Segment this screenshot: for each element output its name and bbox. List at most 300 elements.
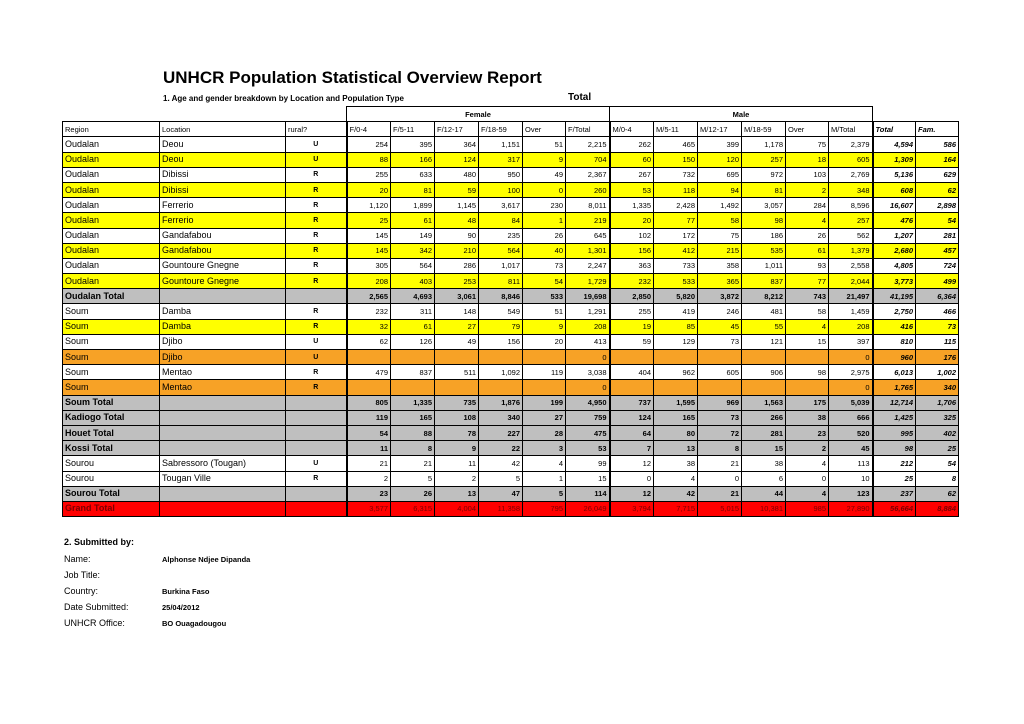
value-cell: 11 [347,441,391,456]
region-cell: Soum [63,304,160,319]
value-cell: 59 [610,334,654,349]
value-cell: 267 [610,167,654,182]
value-cell: 479 [347,365,391,380]
value-cell: 20 [610,213,654,228]
value-cell [435,380,479,395]
value-cell: 77 [654,213,698,228]
value-cell: 61 [786,243,829,258]
value-cell: 215 [698,243,742,258]
value-cell: 88 [391,425,435,440]
value-cell: 59 [435,182,479,197]
value-cell: 45 [698,319,742,334]
value-cell: 227 [479,425,523,440]
value-cell: 212 [873,456,916,471]
value-cell: 364 [435,137,479,152]
value-cell: 21 [698,456,742,471]
value-cell: 3,057 [742,198,786,213]
value-cell: 172 [654,228,698,243]
value-cell: 395 [391,137,435,152]
field-value: Alphonse Ndjee Dipanda [162,555,251,564]
table-row [63,319,959,334]
value-cell: 40 [523,243,566,258]
submitted-field [64,551,250,567]
value-cell [479,350,523,365]
value-cell: 1,899 [391,198,435,213]
value-cell: 475 [566,425,610,440]
value-cell: 4,950 [566,395,610,410]
value-cell: 1,379 [829,243,873,258]
rural-cell: R [286,258,347,273]
value-cell: 1,876 [479,395,523,410]
value-cell: 365 [698,274,742,289]
location-cell: Gountoure Gnegne [160,274,286,289]
value-cell: 1,492 [698,198,742,213]
value-cell: 416 [873,319,916,334]
value-cell: 9 [523,152,566,167]
value-cell: 3,577 [347,501,391,516]
value-cell: 81 [391,182,435,197]
value-cell: 2 [786,441,829,456]
value-cell: 811 [479,274,523,289]
value-cell: 810 [873,334,916,349]
value-cell: 99 [566,456,610,471]
submitted-field [64,583,250,599]
value-cell: 166 [391,152,435,167]
value-cell: 743 [786,289,829,304]
location-cell: Mentao [160,365,286,380]
rural-cell: R [286,365,347,380]
submitted-field [64,615,250,631]
region-cell: Kadiogo Total [63,410,160,425]
value-cell: 348 [829,182,873,197]
value-cell: 103 [786,167,829,182]
value-cell: 317 [479,152,523,167]
value-cell: 3 [523,441,566,456]
value-cell: 255 [610,304,654,319]
value-cell: 61 [391,319,435,334]
value-cell: 126 [391,334,435,349]
value-cell [786,350,829,365]
region-cell: Soum [63,365,160,380]
column-header-f-5-11: F/5-11 [391,122,435,137]
value-cell: 54 [916,456,959,471]
location-cell: Damba [160,304,286,319]
field-value: BO Ouagadougou [162,619,227,628]
value-cell [654,380,698,395]
value-cell: 232 [610,274,654,289]
rural-cell: U [286,456,347,471]
value-cell: 1,207 [873,228,916,243]
value-cell: 4 [523,456,566,471]
value-cell: 419 [654,304,698,319]
value-cell: 666 [829,410,873,425]
value-cell: 156 [610,243,654,258]
column-header-total: Total [873,122,916,137]
value-cell: 4,805 [873,258,916,273]
value-cell: 2 [347,471,391,486]
location-cell: Deou [160,137,286,152]
value-cell: 733 [654,258,698,273]
value-cell: 73 [916,319,959,334]
female-group-header: Female [347,107,610,122]
value-cell [347,380,391,395]
value-cell: 4,693 [391,289,435,304]
table-row [63,213,959,228]
value-cell: 1,011 [742,258,786,273]
column-header-region: Region [63,122,160,137]
value-cell: 90 [435,228,479,243]
value-cell: 4 [786,486,829,501]
rural-cell [286,501,347,516]
location-cell: Damba [160,319,286,334]
column-header-fam: Fam. [916,122,959,137]
column-header-m-12-17: M/12-17 [698,122,742,137]
value-cell: 6,364 [916,289,959,304]
value-cell: 41,195 [873,289,916,304]
field-label: Job Title: [64,570,101,580]
value-cell: 25 [347,213,391,228]
value-cell: 58 [698,213,742,228]
value-cell: 58 [786,304,829,319]
value-cell: 75 [698,228,742,243]
value-cell: 605 [698,365,742,380]
value-cell: 62 [347,334,391,349]
value-cell: 476 [873,213,916,228]
value-cell [347,350,391,365]
value-cell: 38 [654,456,698,471]
value-cell: 10 [829,471,873,486]
value-cell: 5,820 [654,289,698,304]
field-label: Name: [64,554,91,564]
value-cell: 21 [391,456,435,471]
value-cell: 257 [829,213,873,228]
value-cell: 119 [347,410,391,425]
location-cell: Gandafabou [160,243,286,258]
rural-cell: U [286,334,347,349]
location-cell [160,395,286,410]
value-cell: 0 [523,182,566,197]
value-cell: 11,358 [479,501,523,516]
value-cell: 21 [347,456,391,471]
region-cell: Kossi Total [63,441,160,456]
value-cell: 1,706 [916,395,959,410]
table-row [63,334,959,349]
value-cell: 950 [479,167,523,182]
column-header-over-m: Over [786,122,829,137]
value-cell: 165 [654,410,698,425]
rural-cell: R [286,182,347,197]
group-header-row [63,107,959,122]
value-cell: 145 [347,228,391,243]
table-row [63,137,959,152]
value-cell: 5,039 [829,395,873,410]
value-cell: 53 [610,182,654,197]
value-cell: 3,872 [698,289,742,304]
value-cell: 645 [566,228,610,243]
value-cell: 42 [654,486,698,501]
value-cell: 2,044 [829,274,873,289]
total-row [63,441,959,456]
region-cell: Soum [63,319,160,334]
rural-cell: R [286,198,347,213]
value-cell: 1,301 [566,243,610,258]
region-cell: Oudalan [63,137,160,152]
value-cell: 38 [742,456,786,471]
value-cell: 511 [435,365,479,380]
column-header-f-0-4: F/0-4 [347,122,391,137]
value-cell: 972 [742,167,786,182]
value-cell: 605 [829,152,873,167]
value-cell: 2 [786,182,829,197]
field-value: Burkina Faso [162,587,210,596]
value-cell: 1,002 [916,365,959,380]
value-cell: 7 [610,441,654,456]
value-cell: 26 [786,228,829,243]
value-cell: 399 [698,137,742,152]
value-cell: 21 [698,486,742,501]
table-row [63,471,959,486]
value-cell: 98 [742,213,786,228]
value-cell: 16,607 [873,198,916,213]
submitted-heading: 2. Submitted by: [64,537,135,547]
rural-cell: R [286,213,347,228]
region-cell: Sourou Total [63,486,160,501]
rural-cell: R [286,243,347,258]
region-cell: Oudalan [63,243,160,258]
value-cell: 118 [654,182,698,197]
value-cell [610,350,654,365]
rural-cell [286,410,347,425]
location-cell: Dibissi [160,167,286,182]
value-cell: 73 [698,334,742,349]
value-cell: 608 [873,182,916,197]
value-cell: 54 [916,213,959,228]
value-cell: 2,975 [829,365,873,380]
value-cell: 15 [786,334,829,349]
value-cell: 100 [479,182,523,197]
value-cell: 1,178 [742,137,786,152]
value-cell: 2,680 [873,243,916,258]
region-cell: Oudalan [63,182,160,197]
value-cell: 397 [829,334,873,349]
value-cell: 150 [654,152,698,167]
value-cell: 13 [435,486,479,501]
value-cell: 62 [916,182,959,197]
value-cell: 342 [391,243,435,258]
value-cell: 81 [742,182,786,197]
value-cell: 10,381 [742,501,786,516]
value-cell: 19 [610,319,654,334]
value-cell: 2,215 [566,137,610,152]
rural-cell: R [286,319,347,334]
value-cell: 2,558 [829,258,873,273]
column-header-m-18-59: M/18-59 [742,122,786,137]
total-row [63,395,959,410]
value-cell: 78 [435,425,479,440]
value-cell: 0 [610,471,654,486]
value-cell: 176 [916,350,959,365]
value-cell: 6 [742,471,786,486]
value-cell: 27 [523,410,566,425]
rural-cell: R [286,167,347,182]
value-cell: 8,596 [829,198,873,213]
value-cell: 2,898 [916,198,959,213]
value-cell: 80 [654,425,698,440]
value-cell: 562 [829,228,873,243]
value-cell: 1,335 [391,395,435,410]
value-cell: 5 [523,486,566,501]
value-cell: 520 [829,425,873,440]
value-cell: 25 [873,471,916,486]
value-cell: 5,015 [698,501,742,516]
value-cell: 4 [786,456,829,471]
column-header-m-5-11: M/5-11 [654,122,698,137]
value-cell: 11 [435,456,479,471]
value-cell: 54 [523,274,566,289]
value-cell: 62 [916,486,959,501]
value-cell: 61 [391,213,435,228]
value-cell [435,350,479,365]
value-cell: 4 [786,213,829,228]
value-cell: 3,617 [479,198,523,213]
value-cell: 4 [786,319,829,334]
value-cell: 12 [610,486,654,501]
table-row [63,350,959,365]
value-cell: 165 [391,410,435,425]
value-cell: 232 [347,304,391,319]
value-cell: 1,425 [873,410,916,425]
location-cell: Ferrerio [160,198,286,213]
value-cell: 1,335 [610,198,654,213]
column-header-m-0-4: M/0-4 [610,122,654,137]
region-cell: Houet Total [63,425,160,440]
total-caption: Total [568,92,592,103]
location-cell: Dibissi [160,182,286,197]
value-cell: 281 [742,425,786,440]
table-row [63,152,959,167]
value-cell: 45 [829,441,873,456]
table-row [63,167,959,182]
value-cell: 412 [654,243,698,258]
value-cell: 119 [523,365,566,380]
value-cell: 1 [523,471,566,486]
region-cell: Grand Total [63,501,160,516]
value-cell: 156 [479,334,523,349]
value-cell: 1,017 [479,258,523,273]
value-cell: 737 [610,395,654,410]
value-cell: 98 [873,441,916,456]
male-group-header: Male [610,107,873,122]
value-cell [391,350,435,365]
column-header-f-total: F/Total [566,122,610,137]
value-cell: 413 [566,334,610,349]
value-cell: 403 [391,274,435,289]
rural-cell: U [286,152,347,167]
region-cell: Oudalan [63,258,160,273]
value-cell: 8,846 [479,289,523,304]
field-label: UNHCR Office: [64,618,125,628]
region-cell: Soum [63,380,160,395]
value-cell: 48 [435,213,479,228]
report-title: UNHCR Population Statistical Overview Report [163,68,542,87]
value-cell: 260 [566,182,610,197]
value-cell: 15 [566,471,610,486]
value-cell: 358 [698,258,742,273]
value-cell: 284 [786,198,829,213]
value-cell: 3,794 [610,501,654,516]
value-cell: 8 [698,441,742,456]
value-cell: 465 [654,137,698,152]
value-cell: 960 [873,350,916,365]
value-cell: 113 [829,456,873,471]
value-cell: 985 [786,501,829,516]
value-cell: 49 [435,334,479,349]
region-cell: Soum [63,334,160,349]
value-cell: 64 [610,425,654,440]
value-cell: 254 [347,137,391,152]
total-row [63,425,959,440]
value-cell: 695 [698,167,742,182]
total-row [63,501,959,516]
value-cell: 340 [916,380,959,395]
value-cell: 1,291 [566,304,610,319]
value-cell: 20 [523,334,566,349]
value-cell: 237 [873,486,916,501]
value-cell: 564 [479,243,523,258]
value-cell: 2,750 [873,304,916,319]
value-cell: 732 [654,167,698,182]
table-row [63,258,959,273]
value-cell: 0 [829,350,873,365]
value-cell: 72 [698,425,742,440]
value-cell: 18 [786,152,829,167]
location-cell: Gountoure Gnegne [160,258,286,273]
region-cell: Oudalan [63,152,160,167]
population-table [62,106,959,517]
value-cell: 3,773 [873,274,916,289]
value-cell: 25 [916,441,959,456]
value-cell: 8 [916,471,959,486]
value-cell: 535 [742,243,786,258]
value-cell: 230 [523,198,566,213]
table-row [63,456,959,471]
value-cell: 629 [916,167,959,182]
value-cell [654,350,698,365]
region-cell: Oudalan [63,228,160,243]
value-cell: 805 [347,395,391,410]
region-cell: Sourou [63,471,160,486]
value-cell: 115 [916,334,959,349]
value-cell: 262 [610,137,654,152]
value-cell: 0 [566,380,610,395]
column-header-rural: rural? [286,122,347,137]
region-cell: Oudalan [63,198,160,213]
rural-cell: R [286,274,347,289]
value-cell: 9 [435,441,479,456]
value-cell: 19,698 [566,289,610,304]
value-cell: 164 [916,152,959,167]
value-cell: 325 [916,410,959,425]
value-cell: 1,459 [829,304,873,319]
value-cell: 2,428 [654,198,698,213]
value-cell: 5 [479,471,523,486]
region-cell: Soum Total [63,395,160,410]
location-cell: Sabressoro (Tougan) [160,456,286,471]
value-cell: 8 [391,441,435,456]
value-cell: 12,714 [873,395,916,410]
value-cell [742,380,786,395]
value-cell: 3,061 [435,289,479,304]
